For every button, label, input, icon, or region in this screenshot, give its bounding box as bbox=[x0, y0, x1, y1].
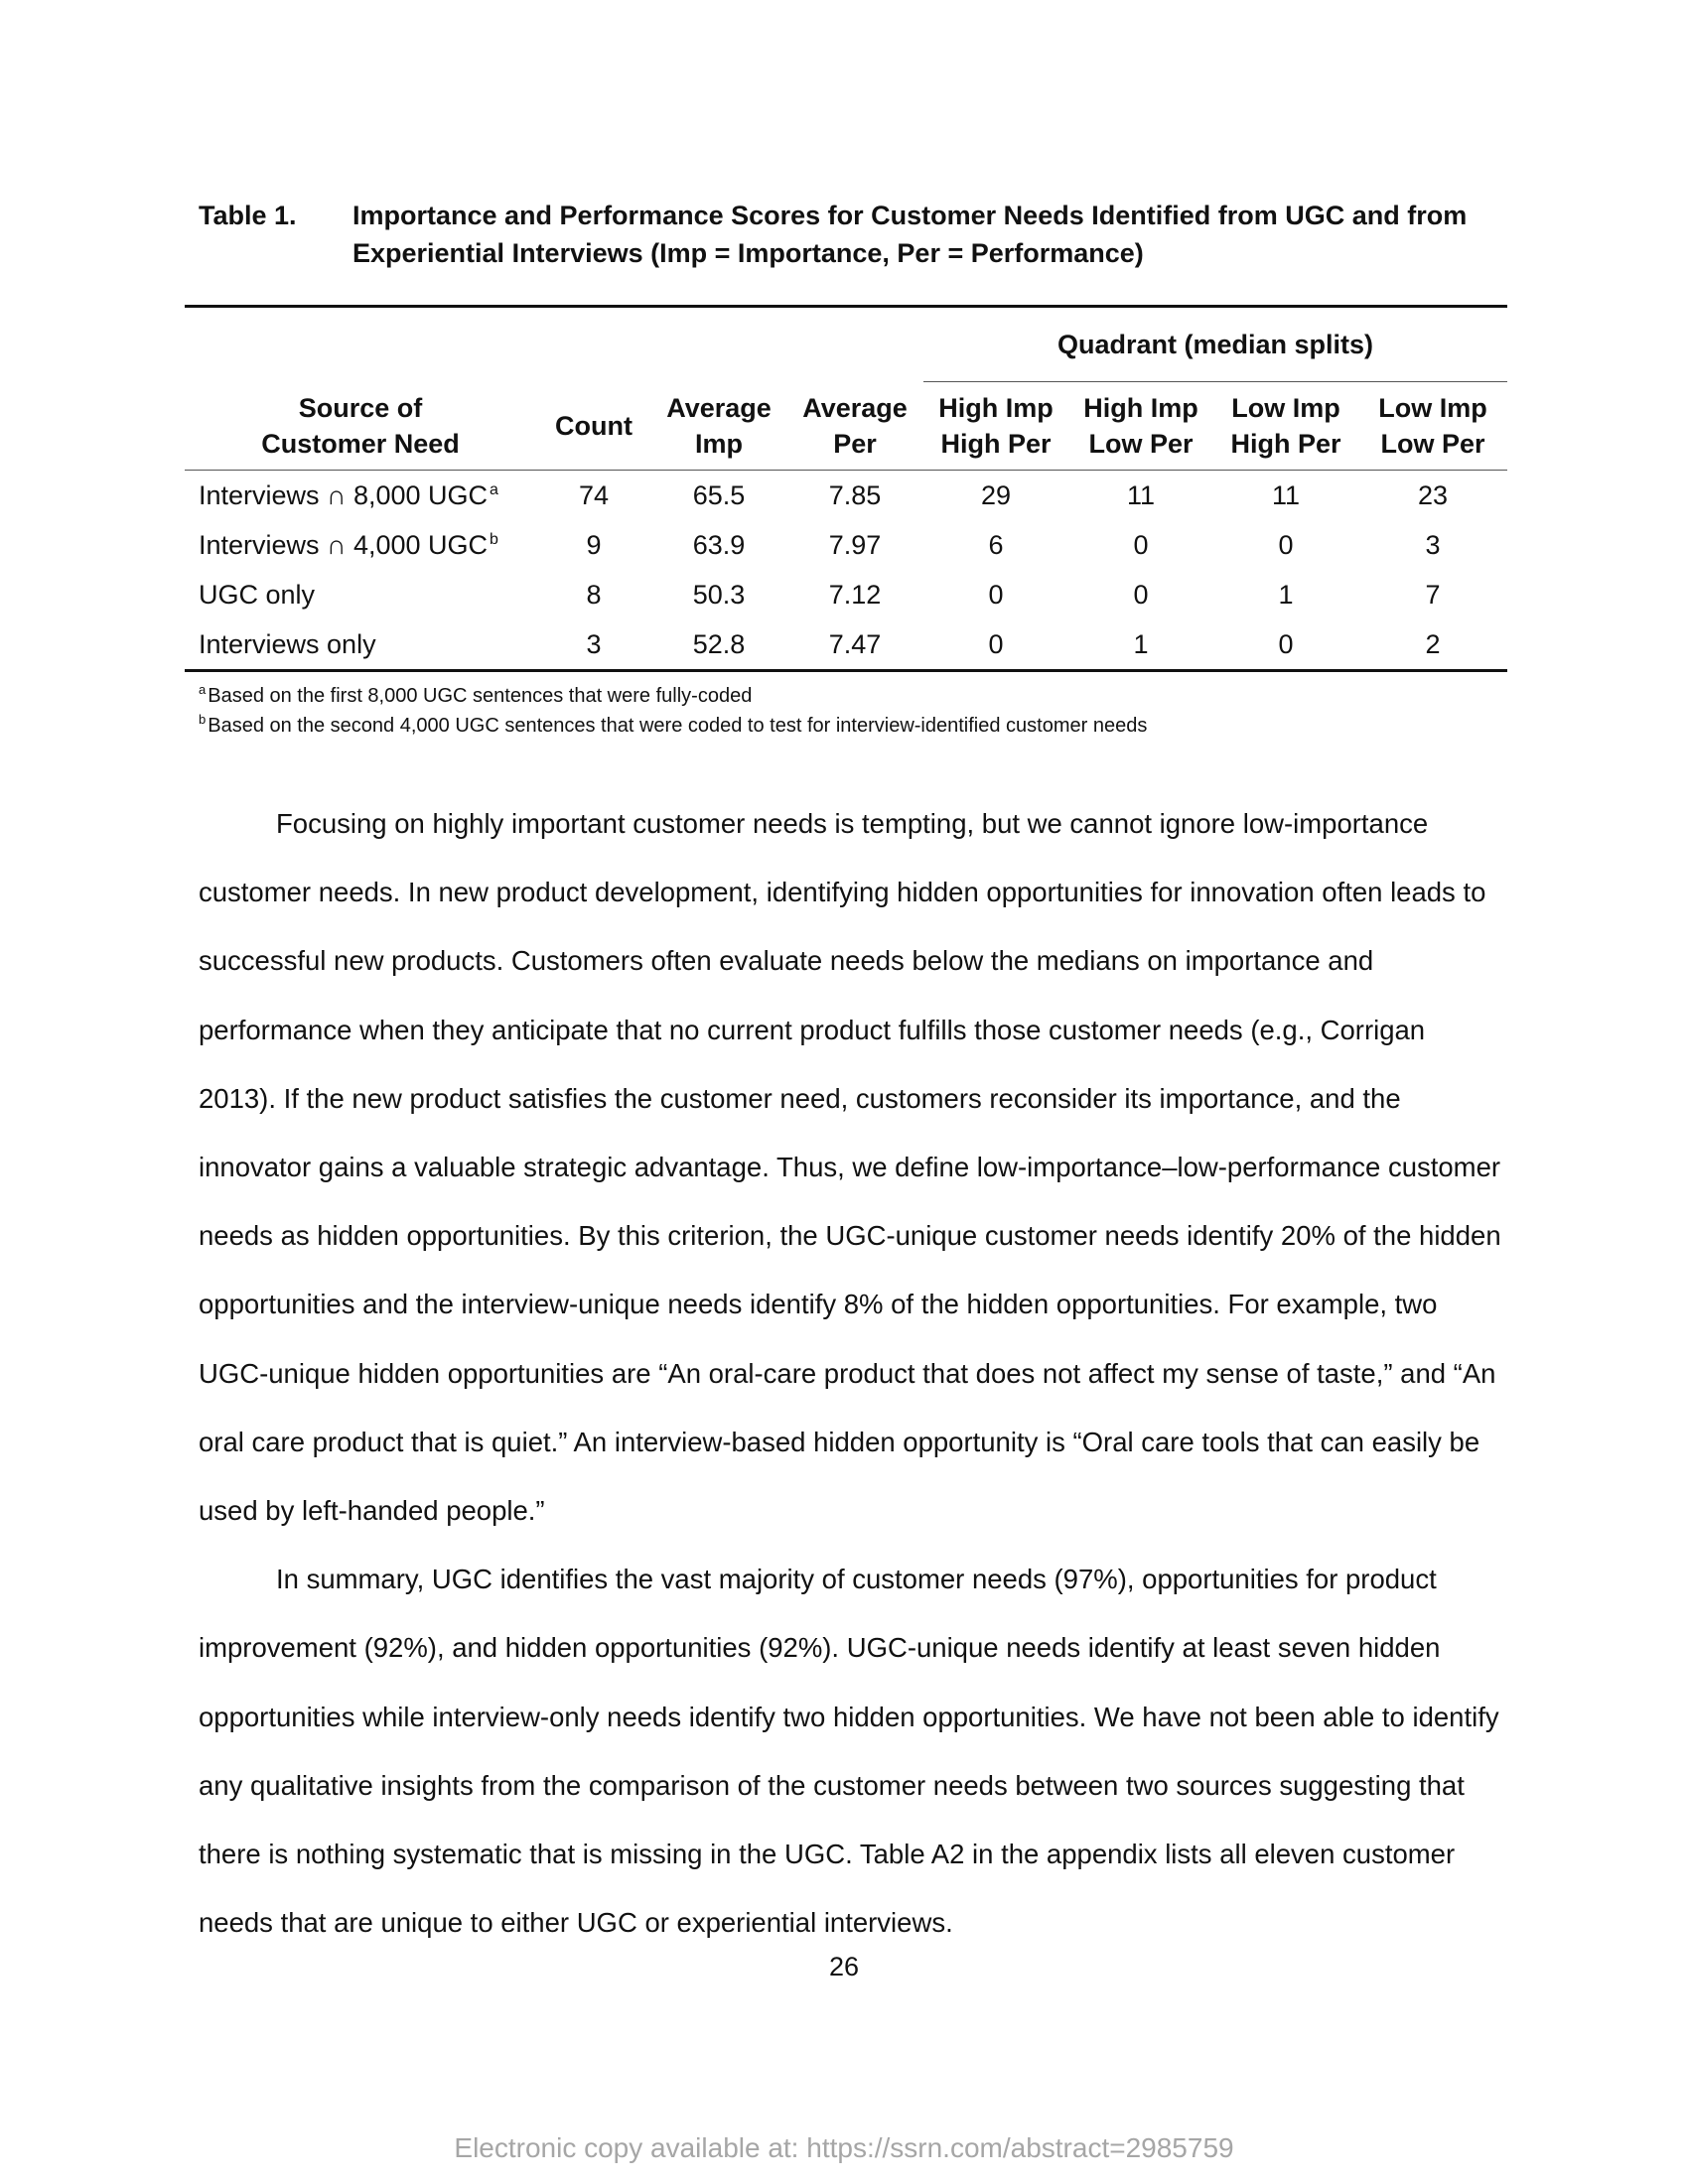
lihp-cell: 1 bbox=[1278, 580, 1294, 610]
source-cell: Interviews ∩ 4,000 UGC $^b$ bbox=[199, 530, 498, 560]
count-cell: 8 bbox=[586, 580, 602, 610]
table-container bbox=[185, 305, 1507, 672]
paragraph: In summary, UGC identifies the vast majority of customer needs (97%), opportunities for product improvement (92%), and hidden opportunities (92%). UGC-unique needs identify at least seven hidden opportunities while interview-only needs identify two hidden opportunities. We have not been able to identify any qualitative insights from the comparison of the customer needs between two sources suggesting that there is nothing systematic that is missing in the UGC. Table A2 in the appendix lists all eleven customer needs that are unique to either UGC or experiential interviews. bbox=[199, 1564, 1499, 1939]
lihp-cell: 0 bbox=[1278, 530, 1294, 560]
footnote-marker: b bbox=[490, 531, 498, 548]
lihp-cell: 11 bbox=[1271, 480, 1301, 510]
lilp-cell: 23 bbox=[1418, 480, 1449, 510]
header-spacer bbox=[185, 307, 923, 382]
column-header-row bbox=[185, 382, 1507, 471]
avg-imp-cell: 65.5 bbox=[692, 480, 746, 510]
avg-imp-cell: 63.9 bbox=[692, 530, 746, 560]
column-header-count: Count bbox=[536, 382, 651, 471]
column-header-high-imp-high-per: High Imp High Per bbox=[923, 382, 1068, 471]
footnote bbox=[199, 681, 1147, 711]
source-cell: Interviews only bbox=[185, 619, 536, 671]
count-cell: 74 bbox=[578, 480, 610, 510]
footnote-mark: b bbox=[199, 712, 207, 728]
lilp-cell: 7 bbox=[1425, 580, 1441, 610]
avg-per-cell: 7.47 bbox=[786, 619, 923, 671]
table-row bbox=[185, 471, 1507, 521]
lilp-cell: 2 bbox=[1358, 619, 1507, 671]
page-number: 26 bbox=[828, 1952, 860, 1981]
quadrant-header-row bbox=[185, 307, 1507, 382]
avg-per-cell: 7.12 bbox=[828, 580, 882, 610]
table-row bbox=[185, 520, 1507, 570]
column-header-source: Source of Customer Need bbox=[185, 382, 536, 471]
table-caption bbox=[199, 197, 1519, 272]
ssrn-footer-link[interactable]: Electronic copy available at: https://ssrn.com/abstract=2985759 bbox=[454, 2132, 1234, 2163]
column-header-high-imp-low-per: High Imp Low Per bbox=[1068, 382, 1213, 471]
footnote bbox=[199, 711, 1147, 741]
source-cell: UGC only bbox=[199, 580, 316, 610]
hilp-cell: 11 bbox=[1126, 480, 1156, 510]
table-label: Table 1. bbox=[199, 201, 297, 230]
footnote-text: Based on the first 8,000 UGC sentences that were fully-coded bbox=[208, 685, 753, 707]
lihp-cell: 0 bbox=[1213, 619, 1358, 671]
column-header-average-per: Average Per bbox=[786, 382, 923, 471]
quadrant-header: Quadrant (median splits) bbox=[923, 307, 1507, 382]
paragraph: Focusing on highly important customer needs is tempting, but we cannot ignore low-importance customer needs. In new product development, identifying hidden opportunities for innovation often leads to successful new products. Customers often evaluate needs below the medians on importance and performance when they anticipate that no current product fulfills those customer needs (e.g., Corrigan 2013). If the new product satisfies the customer need, customers reconsider its importance, and the innovator gains a valuable strategic advantage. Thus, we define low-importance–low-performance customer needs as hidden opportunities. By this criterion, the UGC-unique customer needs identify 20% of the hidden opportunities and the interview-unique needs identify 8% of the hidden opportunities. For example, two UGC-unique hidden opportunities are “An oral-care product that does not affect my sense of taste,” and “An oral care product that is quiet.” An interview-based hidden opportunity is “Oral care tools that can easily be used by left-handed people.” bbox=[199, 808, 1501, 1527]
table-title: Importance and Performance Scores for Customer Needs Identified from UGC and from Experiential Interviews (Imp = Importance, Per = Performance) bbox=[352, 201, 1468, 268]
body-text bbox=[199, 789, 1509, 1957]
hihp-cell: 29 bbox=[980, 480, 1012, 510]
table-footnotes bbox=[199, 681, 1147, 741]
footnote-mark: a bbox=[199, 682, 207, 698]
count-cell: 3 bbox=[536, 619, 651, 671]
table-row bbox=[185, 570, 1507, 619]
table-row bbox=[185, 619, 1507, 671]
avg-per-cell: 7.85 bbox=[828, 480, 882, 510]
column-header-average-imp: Average Imp bbox=[651, 382, 786, 471]
footnote-marker: a bbox=[490, 481, 498, 498]
count-cell: 9 bbox=[586, 530, 602, 560]
footnote-text: Based on the second 4,000 UGC sentences that were coded to test for interview-identified customer needs bbox=[208, 715, 1148, 737]
hihp-cell: 6 bbox=[988, 530, 1004, 560]
results-table bbox=[185, 305, 1507, 672]
column-header-low-imp-high-per: Low Imp High Per bbox=[1213, 382, 1358, 471]
hihp-cell: 0 bbox=[923, 619, 1068, 671]
avg-per-cell: 7.97 bbox=[828, 530, 882, 560]
lilp-cell: 3 bbox=[1425, 530, 1441, 560]
avg-imp-cell: 50.3 bbox=[692, 580, 746, 610]
column-header-low-imp-low-per: Low Imp Low Per bbox=[1358, 382, 1507, 471]
source-cell: Interviews ∩ 8,000 UGC $^a$ bbox=[199, 480, 498, 510]
avg-imp-cell: 52.8 bbox=[651, 619, 786, 671]
hilp-cell: 0 bbox=[1133, 530, 1149, 560]
hilp-cell: 0 bbox=[1133, 580, 1149, 610]
hihp-cell: 0 bbox=[988, 580, 1004, 610]
hilp-cell: 1 bbox=[1068, 619, 1213, 671]
